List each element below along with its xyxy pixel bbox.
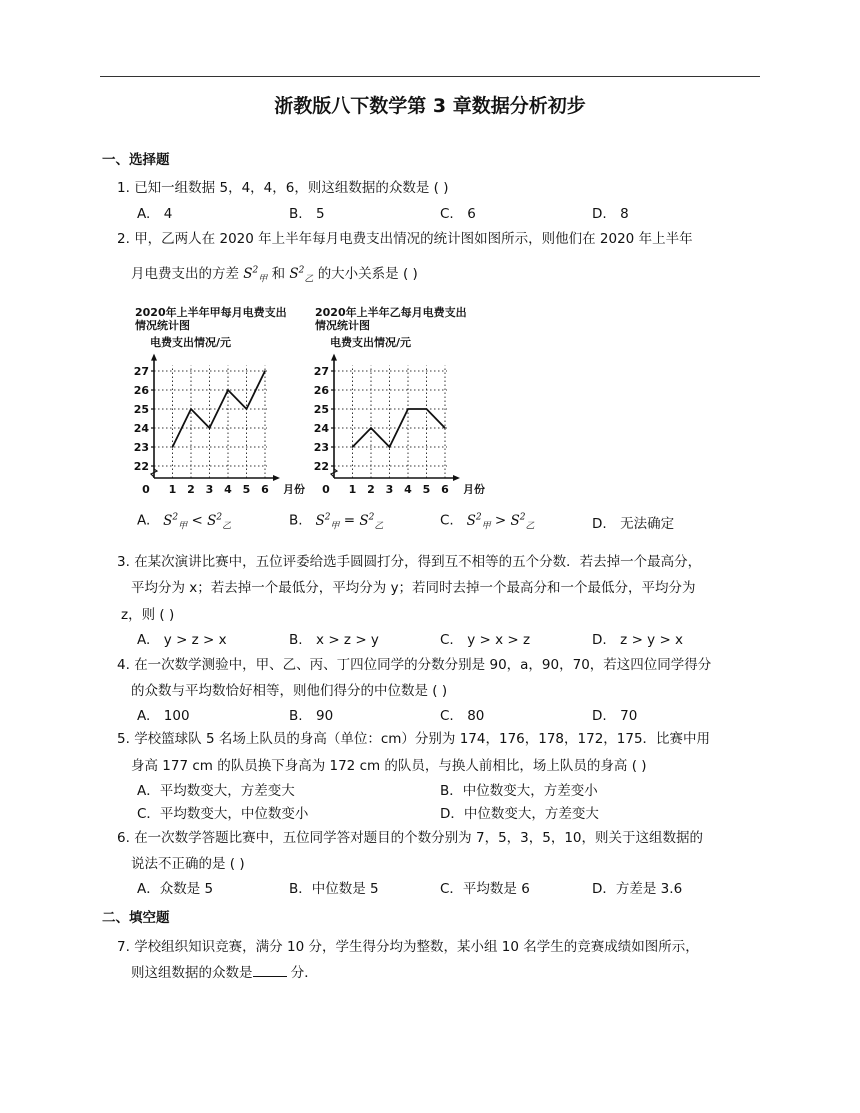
chart-title-line2: 情况统计图 <box>315 319 370 332</box>
x-tick-label: 3 <box>385 483 394 494</box>
question-2 <box>117 227 693 247</box>
answer-parenthesis: ( ) <box>159 607 175 623</box>
option-b: B．中位数变大，方差变小 <box>440 783 598 799</box>
question-7: 7. 学校组织知识竞赛，满分 10 分，学生得分均为整数，某小组 10 名学生的竞赛成绩如图所示， <box>117 939 699 955</box>
option-d: D．中位数变大，方差变大 <box>440 806 599 822</box>
option-d: D. 70 <box>592 708 638 724</box>
option-a: A．众数是 5 <box>137 881 214 897</box>
option-c: C．平均数变大，中位数变小 <box>137 806 309 822</box>
question-number: 2. <box>117 231 130 247</box>
question-number: 7. <box>117 939 130 955</box>
x-tick-label: 1 <box>168 483 177 494</box>
y-tick-label: 27 <box>133 365 149 378</box>
question-5: 5. 学校篮球队 5 名场上队员的身高（单位：cm）分别为 174，176，178，172，175．比赛中用 <box>117 731 711 747</box>
y-axis-arrow <box>151 354 157 361</box>
y-tick-label: 25 <box>133 403 149 416</box>
chart-yi <box>312 298 490 494</box>
variance-jia: $S^2_甲$ <box>243 265 268 285</box>
data-point <box>209 427 211 429</box>
data-point <box>426 408 428 410</box>
question-3: 3. 在某次演讲比赛中，五位评委给选手圆圆打分，得到互不相等的五个分数．若去掉一个最高分， <box>117 554 702 570</box>
chart-jia <box>132 298 310 494</box>
question-number: 5. <box>117 731 130 747</box>
data-point <box>389 446 391 448</box>
y-tick-label: 24 <box>313 422 329 435</box>
option-c: C. y > x > z <box>440 632 531 648</box>
x-tick-label: 4 <box>224 483 232 494</box>
y-tick-label: 25 <box>313 403 329 416</box>
question-6: 6. 在一次数学答题比赛中，五位同学答对题目的个数分别为 7，5，3，5，10，则关于这组数据的 <box>117 830 704 846</box>
x-tick-label: 6 <box>441 483 449 494</box>
variance-yi: $S^2_乙$ <box>289 265 314 285</box>
data-point <box>172 446 174 448</box>
question-2-line2: 月电费支出的方差 $S^2_甲$ 和 $S^2_乙$ 的大小关系是 ( ) <box>131 265 418 285</box>
option-b: B. x > z > y <box>289 632 379 648</box>
option-b: B．中位数是 5 <box>289 881 379 897</box>
answer-blank[interactable] <box>253 964 287 977</box>
option-a: A. 4 <box>137 206 173 222</box>
x-tick-label: 5 <box>242 483 251 494</box>
y-axis-arrow <box>331 354 337 361</box>
option-d: D. 8 <box>592 206 629 222</box>
data-point <box>264 370 266 372</box>
option-a: A. 100 <box>137 708 190 724</box>
x-tick-label: 1 <box>348 483 357 494</box>
option-b: B. 90 <box>289 708 334 724</box>
data-point <box>370 427 372 429</box>
x-tick-label: 2 <box>187 483 195 494</box>
question-text-line1: 甲，乙两人在 2020 年上半年每月电费支出情况的统计图如图所示，则他们在 2020 年上半年 <box>134 231 693 247</box>
x-tick-label: 3 <box>205 483 214 494</box>
answer-parenthesis: ( ) <box>433 180 449 196</box>
option-b: B. 5 <box>289 206 325 222</box>
y-axis-label: 电费支出情况/元 <box>150 336 232 349</box>
x-tick-label: 6 <box>261 483 269 494</box>
option-c: C. 6 <box>440 206 476 222</box>
option-d: D. z > y > x <box>592 632 684 648</box>
y-tick-label: 22 <box>133 460 149 473</box>
y-tick-label: 24 <box>133 422 149 435</box>
question-4-line2: 的众数与平均数恰好相等，则他们得分的中位数是 ( ) <box>131 683 448 699</box>
y-tick-label: 23 <box>133 441 149 454</box>
option-b: B. $S^2_甲 = S^2_乙$ <box>289 512 384 532</box>
question-3-line2: 平均分为 x；若去掉一个最低分，平均分为 y；若同时去掉一个最高分和一个最低分，平均分为 <box>131 580 696 596</box>
answer-parenthesis: ( ) <box>229 856 245 872</box>
option-a: A．平均数变大，方差变大 <box>137 783 295 799</box>
question-5-line2: 身高 177 cm 的队员换下身高为 172 cm 的队员，与换人前相比，场上队员的身高 ( ) <box>131 758 647 774</box>
answer-parenthesis: ( ) <box>631 758 647 774</box>
data-point <box>246 408 248 410</box>
question-3-line3: z，则 ( ) <box>121 607 175 623</box>
x-tick-label: 5 <box>422 483 431 494</box>
y-tick-label: 26 <box>133 384 149 397</box>
data-point <box>190 408 192 410</box>
question-6-line2: 说法不正确的是 ( ) <box>131 856 245 872</box>
x-tick-label: 4 <box>404 483 412 494</box>
x-axis-arrow <box>273 475 280 481</box>
question-1 <box>117 176 448 196</box>
question-4: 4. 在一次数学测验中，甲、乙、丙、丁四位同学的分数分别是 90，a，90，70，若这四位同学得分 <box>117 657 712 673</box>
x-tick-label: 2 <box>367 483 375 494</box>
option-c: C. $S^2_甲 > S^2_乙$ <box>440 512 535 532</box>
answer-parenthesis: ( ) <box>432 683 448 699</box>
y-tick-label: 23 <box>313 441 329 454</box>
y-tick-label: 26 <box>313 384 329 397</box>
x-axis-label: 月份 <box>283 483 305 494</box>
chart-title-line2: 情况统计图 <box>135 319 190 332</box>
chart-title-line1: 2020年上半年乙每月电费支出 <box>315 306 467 319</box>
data-point <box>352 446 354 448</box>
question-number: 6. <box>117 830 130 846</box>
answer-parenthesis: ( ) <box>402 266 418 282</box>
data-point <box>444 427 446 429</box>
data-point <box>407 408 409 410</box>
page-title: 浙教版八下数学第 3 章数据分析初步 <box>274 95 586 117</box>
option-d: D．方差是 3.6 <box>592 881 683 897</box>
data-point <box>227 389 229 391</box>
section-heading-choice: 一、选择题 <box>102 152 170 168</box>
question-number: 1. <box>117 180 130 196</box>
y-tick-label: 27 <box>313 365 329 378</box>
x-axis-arrow <box>453 475 460 481</box>
section-heading-fill: 二、填空题 <box>102 910 170 926</box>
origin-label: 0 <box>142 483 150 494</box>
y-axis-label: 电费支出情况/元 <box>330 336 412 349</box>
origin-label: 0 <box>322 483 330 494</box>
question-text: 已知一组数据 5，4，4，6，则这组数据的众数是 <box>134 180 430 196</box>
option-c: C．平均数是 6 <box>440 881 530 897</box>
question-number: 4. <box>117 657 130 673</box>
chart-title-line1: 2020年上半年甲每月电费支出 <box>135 306 287 319</box>
option-a: A. $S^2_甲 < S^2_乙$ <box>137 512 232 532</box>
option-a: A. y > z > x <box>137 632 227 648</box>
header-rule <box>100 76 760 77</box>
question-number: 3. <box>117 554 130 570</box>
x-axis-label: 月份 <box>463 483 485 494</box>
option-d: D. 无法确定 <box>592 516 675 532</box>
y-tick-label: 22 <box>313 460 329 473</box>
question-7-line2: 则这组数据的众数是 分． <box>131 965 318 981</box>
option-c: C. 80 <box>440 708 485 724</box>
